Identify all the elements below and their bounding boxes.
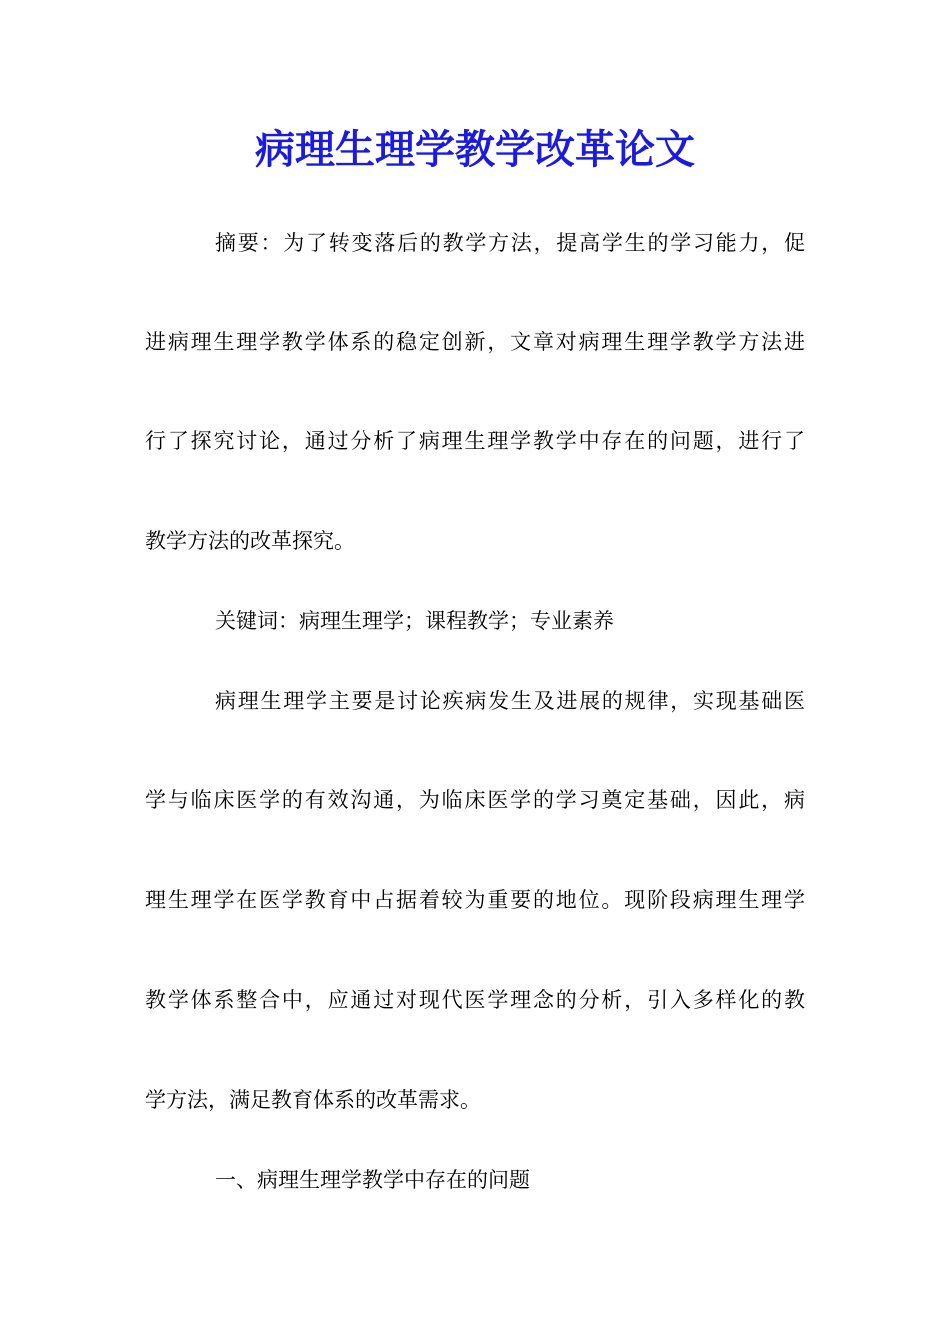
keywords-line: 关键词：病理生理学；课程教学；专业素养 (215, 609, 614, 633)
abstract-line: 教学方法的改革探究。 (145, 529, 355, 553)
section-heading: 一、病理生理学教学中存在的问题 (215, 1168, 530, 1192)
abstract-line: 进病理生理学教学体系的稳定创新，文章对病理生理学教学方法进 (145, 330, 805, 354)
abstract-line: 行了探究讨论，通过分析了病理生理学教学中存在的问题，进行了 (145, 429, 805, 453)
intro-line: 学方法，满足教育体系的改革需求。 (145, 1088, 481, 1112)
intro-line: 教学体系整合中，应通过对现代医学理念的分析，引入多样化的教 (145, 988, 805, 1012)
abstract-line: 摘要：为了转变落后的教学方法，提高学生的学习能力，促 (215, 231, 805, 255)
intro-line: 理生理学在医学教育中占据着较为重要的地位。现阶段病理生理学 (145, 888, 805, 912)
intro-line: 病理生理学主要是讨论疾病发生及进展的规律，实现基础医 (215, 689, 805, 713)
intro-line: 学与临床医学的有效沟通，为临床医学的学习奠定基础，因此，病 (145, 788, 805, 812)
document-title: 病理生理学教学改革论文 (255, 126, 695, 173)
